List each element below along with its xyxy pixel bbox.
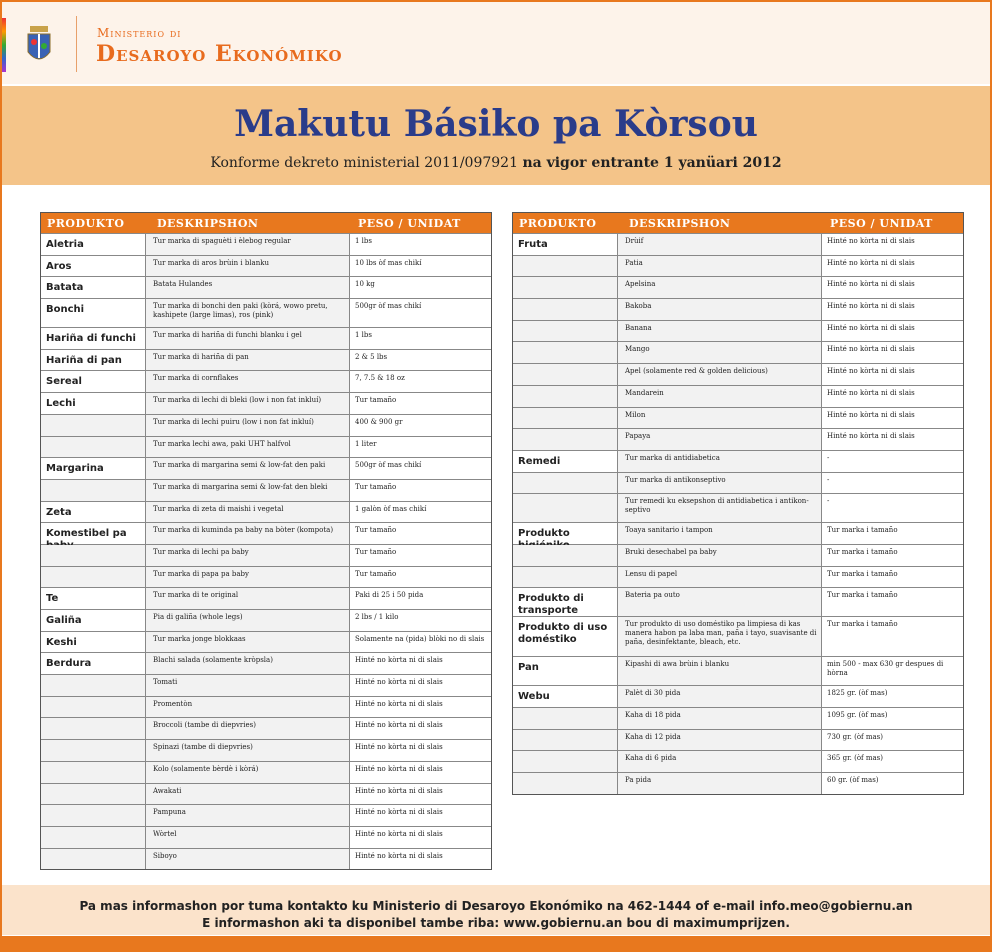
table-row — [513, 341, 963, 363]
product-cell: Batata — [41, 277, 146, 298]
table-row — [41, 255, 491, 277]
table-row — [41, 609, 491, 631]
description-cell: Blachi salada (solamente kròpsla) — [146, 653, 350, 674]
product-cell: Aros — [41, 256, 146, 277]
description-cell: Tur remedi ku eksepshon di antidiabetica i antikon-septivo — [618, 494, 822, 522]
description-cell: Tur marka di hariña di pan — [146, 350, 350, 371]
table-row — [41, 631, 491, 653]
weight-cell: Hinté no kòrta ni di slais — [822, 364, 963, 385]
description-cell: Bateria pa outo — [618, 588, 822, 616]
product-cell: Hariña di pan — [41, 350, 146, 371]
weight-cell: 1 galòn òf mas chikí — [350, 502, 491, 523]
left-product-table — [40, 212, 492, 870]
description-cell: Tur marka di te original — [146, 588, 350, 609]
table-row — [41, 696, 491, 718]
weight-cell: Hinté no kòrta ni di slais — [822, 299, 963, 320]
description-cell: Palèt di 30 pida — [618, 686, 822, 707]
product-cell — [41, 740, 146, 761]
table-row — [513, 428, 963, 450]
product-cell — [41, 415, 146, 436]
table-row — [513, 472, 963, 494]
subtitle — [2, 155, 990, 171]
table-row — [513, 685, 963, 707]
product-cell: Remedi — [513, 451, 618, 472]
table-row — [41, 783, 491, 805]
product-cell: Zeta — [41, 502, 146, 523]
product-cell — [513, 473, 618, 494]
table-row — [513, 656, 963, 685]
footer-website-line: E informashon aki ta disponibel tambe riba: www.gobiernu.an bou di maximumprijzen. — [202, 916, 790, 930]
product-cell — [513, 708, 618, 729]
weight-cell: Tur tamaño — [350, 393, 491, 414]
subtitle-plain: Konforme dekreto ministerial 2011/097921 — [210, 155, 518, 171]
weight-cell: 730 gr. (òf mas) — [822, 730, 963, 751]
product-cell: Lechi — [41, 393, 146, 414]
description-cell: Awakati — [146, 784, 350, 805]
product-cell: Berdura — [41, 653, 146, 674]
table-row — [41, 848, 491, 870]
product-cell: Te — [41, 588, 146, 609]
product-cell — [41, 849, 146, 870]
table-row — [41, 739, 491, 761]
weight-cell: 1 lbs — [350, 328, 491, 349]
weight-cell: Solamente na (pida) blòki no di slais — [350, 632, 491, 653]
table-row — [513, 363, 963, 385]
product-cell — [41, 762, 146, 783]
table-row — [513, 566, 963, 588]
description-cell: Tur marka di lechi puiru (low i non fat inkluí) — [146, 415, 350, 436]
table-row — [41, 327, 491, 349]
description-cell: Tur marka di hariña di funchi blanku i gel — [146, 328, 350, 349]
description-cell: Promentòn — [146, 697, 350, 718]
description-cell: Toaya sanitario i tampon — [618, 523, 822, 544]
product-cell — [41, 480, 146, 501]
weight-cell: Paki di 25 i 50 pida — [350, 588, 491, 609]
table-row — [513, 729, 963, 751]
ministry-small-text: Ministerio di — [97, 26, 182, 40]
col-peso: PESO / UNIDAT — [358, 216, 461, 230]
table-row — [513, 522, 963, 544]
weight-cell: Tur marka i tamaño — [822, 588, 963, 616]
description-cell: Spinazi (tambe di diepvries) — [146, 740, 350, 761]
table-row — [41, 652, 491, 674]
table-row — [513, 493, 963, 522]
table-row — [41, 414, 491, 436]
table-row — [513, 385, 963, 407]
product-cell — [513, 429, 618, 450]
table-row — [41, 804, 491, 826]
table-row — [513, 707, 963, 729]
weight-cell: Tur tamaño — [350, 523, 491, 544]
table-row — [41, 501, 491, 523]
product-cell: Bonchi — [41, 299, 146, 327]
table-row — [513, 587, 963, 616]
description-cell: Tur marka di lechi pa baby — [146, 545, 350, 566]
weight-cell: Hinté no kòrta ni di slais — [822, 256, 963, 277]
product-cell: Produkto — [513, 523, 618, 544]
weight-cell: Hinté no kòrta ni di slais — [822, 342, 963, 363]
description-cell: Milon — [618, 408, 822, 429]
weight-cell: Hinté no kòrta ni di slais — [350, 718, 491, 739]
col-deskripshon: DESKRIPSHON — [629, 216, 731, 230]
product-cell: Aletria — [41, 234, 146, 255]
description-cell: Banana — [618, 321, 822, 342]
coat-of-arms-icon — [26, 22, 52, 66]
product-cell — [513, 494, 618, 522]
weight-cell: Hinté no kòrta ni di slais — [350, 762, 491, 783]
description-cell: Pia di galiña (whole legs) — [146, 610, 350, 631]
product-cell — [41, 718, 146, 739]
weight-cell: Tur tamaño — [350, 545, 491, 566]
footer-contact-line: Pa mas informashon por tuma kontakto ku Ministerio di Desaroyo Ekonómiko na 462-1444 of e-mail info.meo@gobiernu.an — [79, 899, 913, 913]
description-cell: Siboyo — [146, 849, 350, 870]
table-row — [41, 544, 491, 566]
table-row — [41, 566, 491, 588]
weight-cell: 500gr òf mas chikí — [350, 299, 491, 327]
table-row — [41, 587, 491, 609]
product-cell — [41, 437, 146, 458]
product-cell — [513, 773, 618, 794]
weight-cell: 1095 gr. (òf mas) — [822, 708, 963, 729]
table-row — [41, 392, 491, 414]
divider — [76, 16, 77, 72]
weight-cell: Hinté no kòrta ni di slais — [822, 321, 963, 342]
description-cell: Tur marka jonge blokkaas — [146, 632, 350, 653]
col-peso: PESO / UNIDAT — [830, 216, 933, 230]
weight-cell: min 500 - max 630 gr despues di hòrna — [822, 657, 963, 685]
table-row — [513, 233, 963, 255]
description-cell: Tur marka di kuminda pa baby na bòter (kompota) — [146, 523, 350, 544]
description-cell: Bruki desechabel pa baby — [618, 545, 822, 566]
table-row — [41, 717, 491, 739]
weight-cell: - — [822, 494, 963, 522]
weight-cell: 2 & 5 lbs — [350, 350, 491, 371]
description-cell: Apelsina — [618, 277, 822, 298]
product-cell — [513, 751, 618, 772]
product-cell: Galiña — [41, 610, 146, 631]
weight-cell: Hinté no kòrta ni di slais — [350, 697, 491, 718]
product-cell: Fruta — [513, 234, 618, 255]
description-cell: Batata Hulandes — [146, 277, 350, 298]
weight-cell: 60 gr. (òf mas) — [822, 773, 963, 794]
description-cell: Tur marka di antidiabetica — [618, 451, 822, 472]
weight-cell: Tur tamaño — [350, 567, 491, 588]
table-row — [41, 349, 491, 371]
table-row — [513, 772, 963, 794]
description-cell: Tur marka di zeta di maishi i vegetal — [146, 502, 350, 523]
weight-cell: Tur marka i tamaño — [822, 617, 963, 656]
description-cell: Papaya — [618, 429, 822, 450]
table-row — [41, 457, 491, 479]
description-cell: Kolo (solamente bèrdè i kòrá) — [146, 762, 350, 783]
table-row — [41, 436, 491, 458]
table-row — [513, 320, 963, 342]
weight-cell: 365 gr. (òf mas) — [822, 751, 963, 772]
weight-cell: Hinté no kòrta ni di slais — [822, 429, 963, 450]
description-cell: Mango — [618, 342, 822, 363]
product-cell — [41, 545, 146, 566]
product-cell — [41, 784, 146, 805]
weight-cell: Hinté no kòrta ni di slais — [822, 386, 963, 407]
table-row — [513, 255, 963, 277]
table-row — [513, 298, 963, 320]
product-cell — [41, 675, 146, 696]
weight-cell: Hinté no kòrta ni di slais — [822, 277, 963, 298]
product-cell: Hariña di funchi — [41, 328, 146, 349]
table-header — [513, 213, 963, 233]
ministry-name: Desaroyo Ekonómiko — [96, 41, 343, 67]
description-cell: Tur marka di margarina semi & low-fat den bleki — [146, 480, 350, 501]
description-cell: Tur marka di spaguèti i èlebog regular — [146, 234, 350, 255]
description-cell: Patia — [618, 256, 822, 277]
description-cell: Kaha di 6 pida — [618, 751, 822, 772]
table-row — [41, 826, 491, 848]
description-cell: Lensu di papel — [618, 567, 822, 588]
weight-cell: Hinté no kòrta ni di slais — [350, 784, 491, 805]
weight-cell: 1825 gr. (òf mas) — [822, 686, 963, 707]
product-cell — [513, 342, 618, 363]
table-row — [513, 407, 963, 429]
description-cell: Tur produkto di uso doméstiko pa limpiesa di kas manera habon pa laba man, paña i tayo, suavisante di paña, desinfektante, bleach, etc. — [618, 617, 822, 656]
col-produkto: PRODUKTO — [519, 216, 597, 230]
weight-cell: Hinté no kòrta ni di slais — [822, 408, 963, 429]
product-cell — [513, 364, 618, 385]
description-cell: Tur marka di papa pa baby — [146, 567, 350, 588]
description-cell: Pampuna — [146, 805, 350, 826]
weight-cell: 1 liter — [350, 437, 491, 458]
weight-cell: Hinté no kòrta ni di slais — [350, 827, 491, 848]
description-cell: Tur marka di cornflakes — [146, 371, 350, 392]
product-cell: Margarina — [41, 458, 146, 479]
product-cell — [513, 730, 618, 751]
table-row — [41, 522, 491, 544]
table-row — [513, 450, 963, 472]
product-cell — [513, 408, 618, 429]
product-cell — [513, 277, 618, 298]
product-cell: Keshi — [41, 632, 146, 653]
header — [2, 2, 990, 84]
weight-cell: 2 lbs / 1 kilo — [350, 610, 491, 631]
product-cell — [41, 697, 146, 718]
weight-cell: 500gr òf mas chikí — [350, 458, 491, 479]
description-cell: Tur marka di antikonseptivo — [618, 473, 822, 494]
right-product-table — [512, 212, 964, 795]
table-row — [513, 750, 963, 772]
weight-cell: Hinté no kòrta ni di slais — [822, 234, 963, 255]
description-cell: Mandarein — [618, 386, 822, 407]
description-cell: Bakoba — [618, 299, 822, 320]
description-cell: Tur marka lechi awa, paki UHT halfvol — [146, 437, 350, 458]
description-cell: Kaha di 12 pida — [618, 730, 822, 751]
table-row — [513, 544, 963, 566]
weight-cell: Hinté no kòrta ni di slais — [350, 653, 491, 674]
product-cell: Sereal — [41, 371, 146, 392]
col-produkto: PRODUKTO — [47, 216, 125, 230]
description-cell: Tomati — [146, 675, 350, 696]
bottom-bar — [2, 936, 990, 950]
weight-cell: Tur marka i tamaño — [822, 567, 963, 588]
description-cell: Tur marka di margarina semi & low-fat den paki — [146, 458, 350, 479]
weight-cell: Tur tamaño — [350, 480, 491, 501]
product-cell — [41, 827, 146, 848]
weight-cell: Hinté no kòrta ni di slais — [350, 849, 491, 870]
product-cell — [41, 805, 146, 826]
weight-cell: 400 & 900 gr — [350, 415, 491, 436]
weight-cell: 10 lbs òf mas chikí — [350, 256, 491, 277]
description-cell: Pa pida — [618, 773, 822, 794]
table-row — [41, 298, 491, 327]
weight-cell: - — [822, 473, 963, 494]
product-cell: Pan — [513, 657, 618, 685]
weight-cell: 7, 7.5 & 18 oz — [350, 371, 491, 392]
table-row — [41, 233, 491, 255]
col-deskripshon: DESKRIPSHON — [157, 216, 259, 230]
table-row — [513, 276, 963, 298]
table-row — [41, 479, 491, 501]
weight-cell: Hinté no kòrta ni di slais — [350, 675, 491, 696]
description-cell: Tur marka di lechi di bleki (low i non fat inkluí) — [146, 393, 350, 414]
weight-cell: Tur marka i tamaño — [822, 523, 963, 544]
product-cell: Webu — [513, 686, 618, 707]
description-cell: Tur marka di bonchi den paki (kòrá, wowo pretu, kashipete (large limas), ros (pink) — [146, 299, 350, 327]
weight-cell: Hinté no kòrta ni di slais — [350, 740, 491, 761]
color-stripe — [2, 18, 6, 72]
product-cell: Produkto di transporte — [513, 588, 618, 616]
product-cell: Komestibel pa — [41, 523, 146, 544]
product-cell — [513, 321, 618, 342]
description-cell: Wòrtel — [146, 827, 350, 848]
product-cell — [513, 567, 618, 588]
weight-cell: Tur marka i tamaño — [822, 545, 963, 566]
subtitle-bold: na vigor entrante 1 yanüari 2012 — [522, 155, 782, 171]
weight-cell: 1 lbs — [350, 234, 491, 255]
description-cell: Broccoli (tambe di diepvries) — [146, 718, 350, 739]
table-row — [41, 276, 491, 298]
description-cell: Tur marka di aros brùin i blanku — [146, 256, 350, 277]
table-header — [41, 213, 491, 233]
product-cell — [513, 386, 618, 407]
table-row — [513, 616, 963, 656]
description-cell: Kipashi di awa brùin i blanku — [618, 657, 822, 685]
table-row — [41, 370, 491, 392]
table-row — [41, 761, 491, 783]
weight-cell: Hinté no kòrta ni di slais — [350, 805, 491, 826]
product-cell — [41, 567, 146, 588]
product-cell — [513, 299, 618, 320]
product-cell — [513, 256, 618, 277]
product-cell — [513, 545, 618, 566]
weight-cell: 10 kg — [350, 277, 491, 298]
weight-cell: - — [822, 451, 963, 472]
description-cell: Apel (solamente red & golden delicious) — [618, 364, 822, 385]
page-title: Makutu Básiko pa Kòrsou — [234, 103, 758, 145]
description-cell: Drùif — [618, 234, 822, 255]
product-cell: Produkto di uso doméstiko — [513, 617, 618, 656]
description-cell: Kaha di 18 pida — [618, 708, 822, 729]
table-row — [41, 674, 491, 696]
